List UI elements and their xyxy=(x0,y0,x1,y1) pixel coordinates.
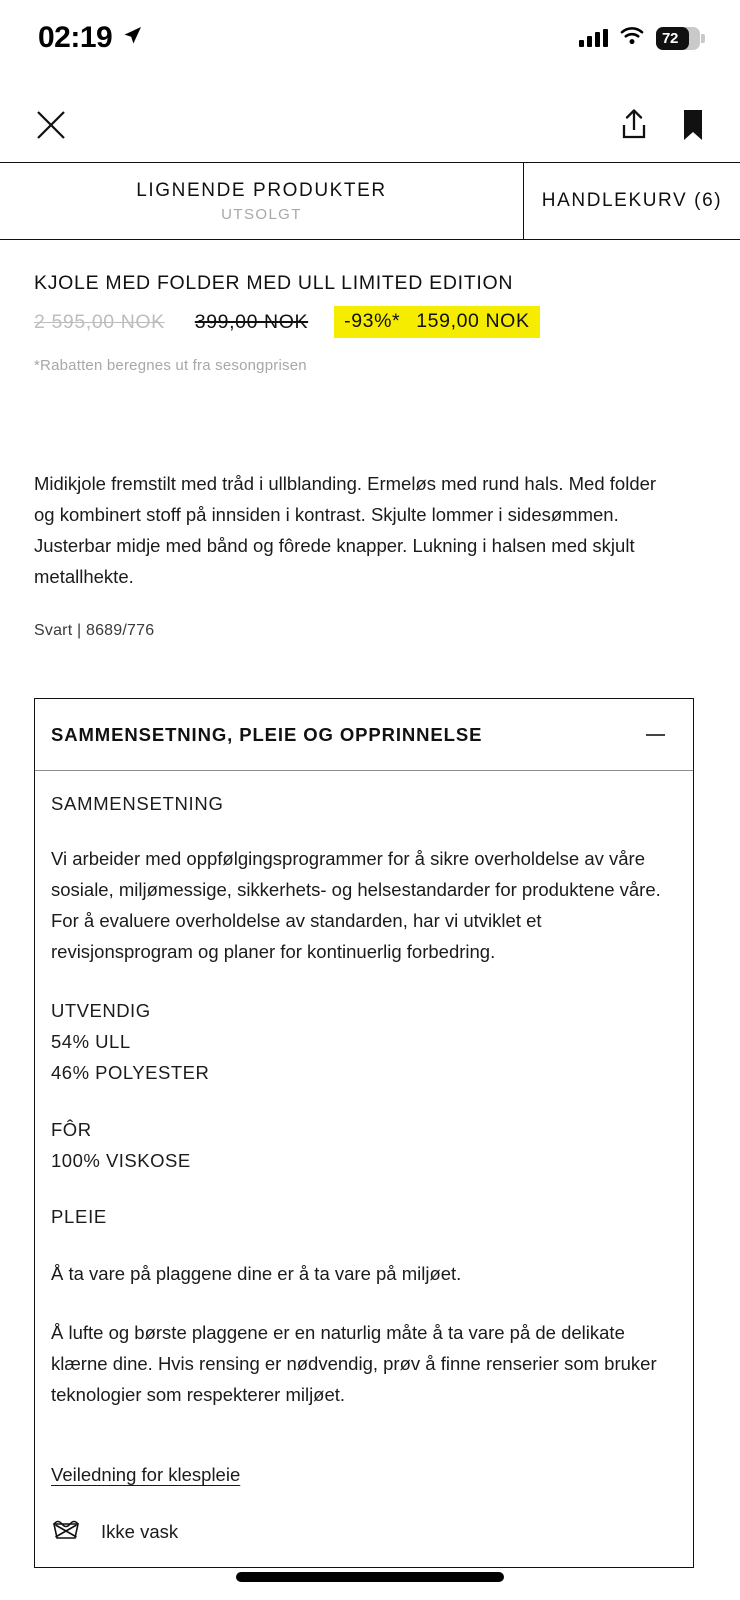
status-bar xyxy=(0,0,740,76)
outer-material-label: UTVENDIG xyxy=(51,1000,151,1021)
status-bar-left xyxy=(38,21,143,55)
outer-material-group xyxy=(51,995,677,1088)
care-guide-link[interactable]: Veiledning for klespleie xyxy=(51,1464,241,1485)
location-arrow-icon xyxy=(121,25,143,52)
nav-actions xyxy=(618,108,704,142)
care-symbol-row xyxy=(51,1516,677,1547)
care-paragraph-2: Å lufte og børste plaggene er en naturlig måte å ta vare på de delikate klærne dine. Hvis rensing er nødvendig, prøv å finne renserier som bruker teknologier som respekterer miljøet. xyxy=(51,1322,657,1405)
cellular-bars-icon xyxy=(579,29,608,47)
battery-icon xyxy=(656,27,700,50)
price-row xyxy=(34,306,706,338)
lining-material-label: FÔR xyxy=(51,1119,92,1140)
composition-paragraph: Vi arbeider med oppfølgingsprogrammer for å sikre overholdelse av våre sosiale, miljømessige, sikkerhets- og helsestandarder for produktene våre. For å evaluere overholdelse av standarden, har vi utviklet et revisjonsprogram og planer for kontinuerlig forbedring. xyxy=(51,848,661,962)
tab-similar-products[interactable] xyxy=(0,163,524,239)
accordion-title: SAMMENSETNING, PLEIE OG OPPRINNELSE xyxy=(51,723,483,745)
price-highlight xyxy=(334,306,539,338)
product-description: Midikjole fremstilt med tråd i ullblanding. Ermeløs med rund hals. Med folder og kombinert stoff på innsiden i kontrast. Skjulte lommer i sidesømmen. Justerbar midje med bånd og fôrede knapper. Lukning i halsen med skjult metallhekte. xyxy=(34,473,657,587)
lining-material-1: 100% VISKOSE xyxy=(51,1150,191,1171)
accordion-header[interactable] xyxy=(35,699,693,771)
care-symbol-label: Ikke vask xyxy=(101,1520,179,1542)
do-not-wash-icon xyxy=(51,1516,81,1547)
tab-similar-products-label: LIGNENDE PRODUKTER xyxy=(136,179,387,201)
lining-material-group xyxy=(51,1114,677,1176)
accordion-body xyxy=(35,771,693,1547)
bookmark-icon[interactable] xyxy=(682,109,704,141)
product-info xyxy=(34,272,706,374)
nav-bar xyxy=(0,90,740,160)
tab-shopping-cart[interactable] xyxy=(524,163,740,239)
tab-row xyxy=(0,162,740,240)
minus-icon[interactable] xyxy=(646,734,665,736)
outer-material-1: 54% ULL xyxy=(51,1031,131,1052)
discount-percent: -93%* xyxy=(344,310,401,332)
tab-similar-products-sublabel: UTSOLGT xyxy=(221,205,302,223)
product-color-code: Svart | 8689/776 xyxy=(34,622,155,639)
composition-accordion xyxy=(34,698,694,1568)
battery-percent: 72 xyxy=(662,29,679,47)
composition-heading: SAMMENSETNING xyxy=(51,793,224,814)
price-original: 2 595,00 NOK xyxy=(34,310,165,333)
price-final: 159,00 NOK xyxy=(416,310,530,332)
tab-shopping-cart-label: HANDLEKURV (6) xyxy=(541,190,723,211)
care-heading: PLEIE xyxy=(51,1206,107,1227)
status-bar-right xyxy=(579,27,700,50)
product-title: KJOLE MED FOLDER MED ULL LIMITED EDITION xyxy=(34,272,514,294)
home-indicator xyxy=(236,1572,504,1582)
price-previous: 399,00 NOK xyxy=(194,310,309,333)
share-icon[interactable] xyxy=(618,108,650,142)
outer-material-2: 46% POLYESTER xyxy=(51,1062,210,1083)
price-note: *Rabatten beregnes ut fra sesongprisen xyxy=(34,357,307,374)
care-paragraph-1: Å ta vare på plaggene dine er å ta vare på miljøet. xyxy=(51,1263,462,1284)
wifi-icon xyxy=(620,27,644,50)
status-time: 02:19 xyxy=(38,21,113,54)
close-icon[interactable] xyxy=(34,108,68,142)
